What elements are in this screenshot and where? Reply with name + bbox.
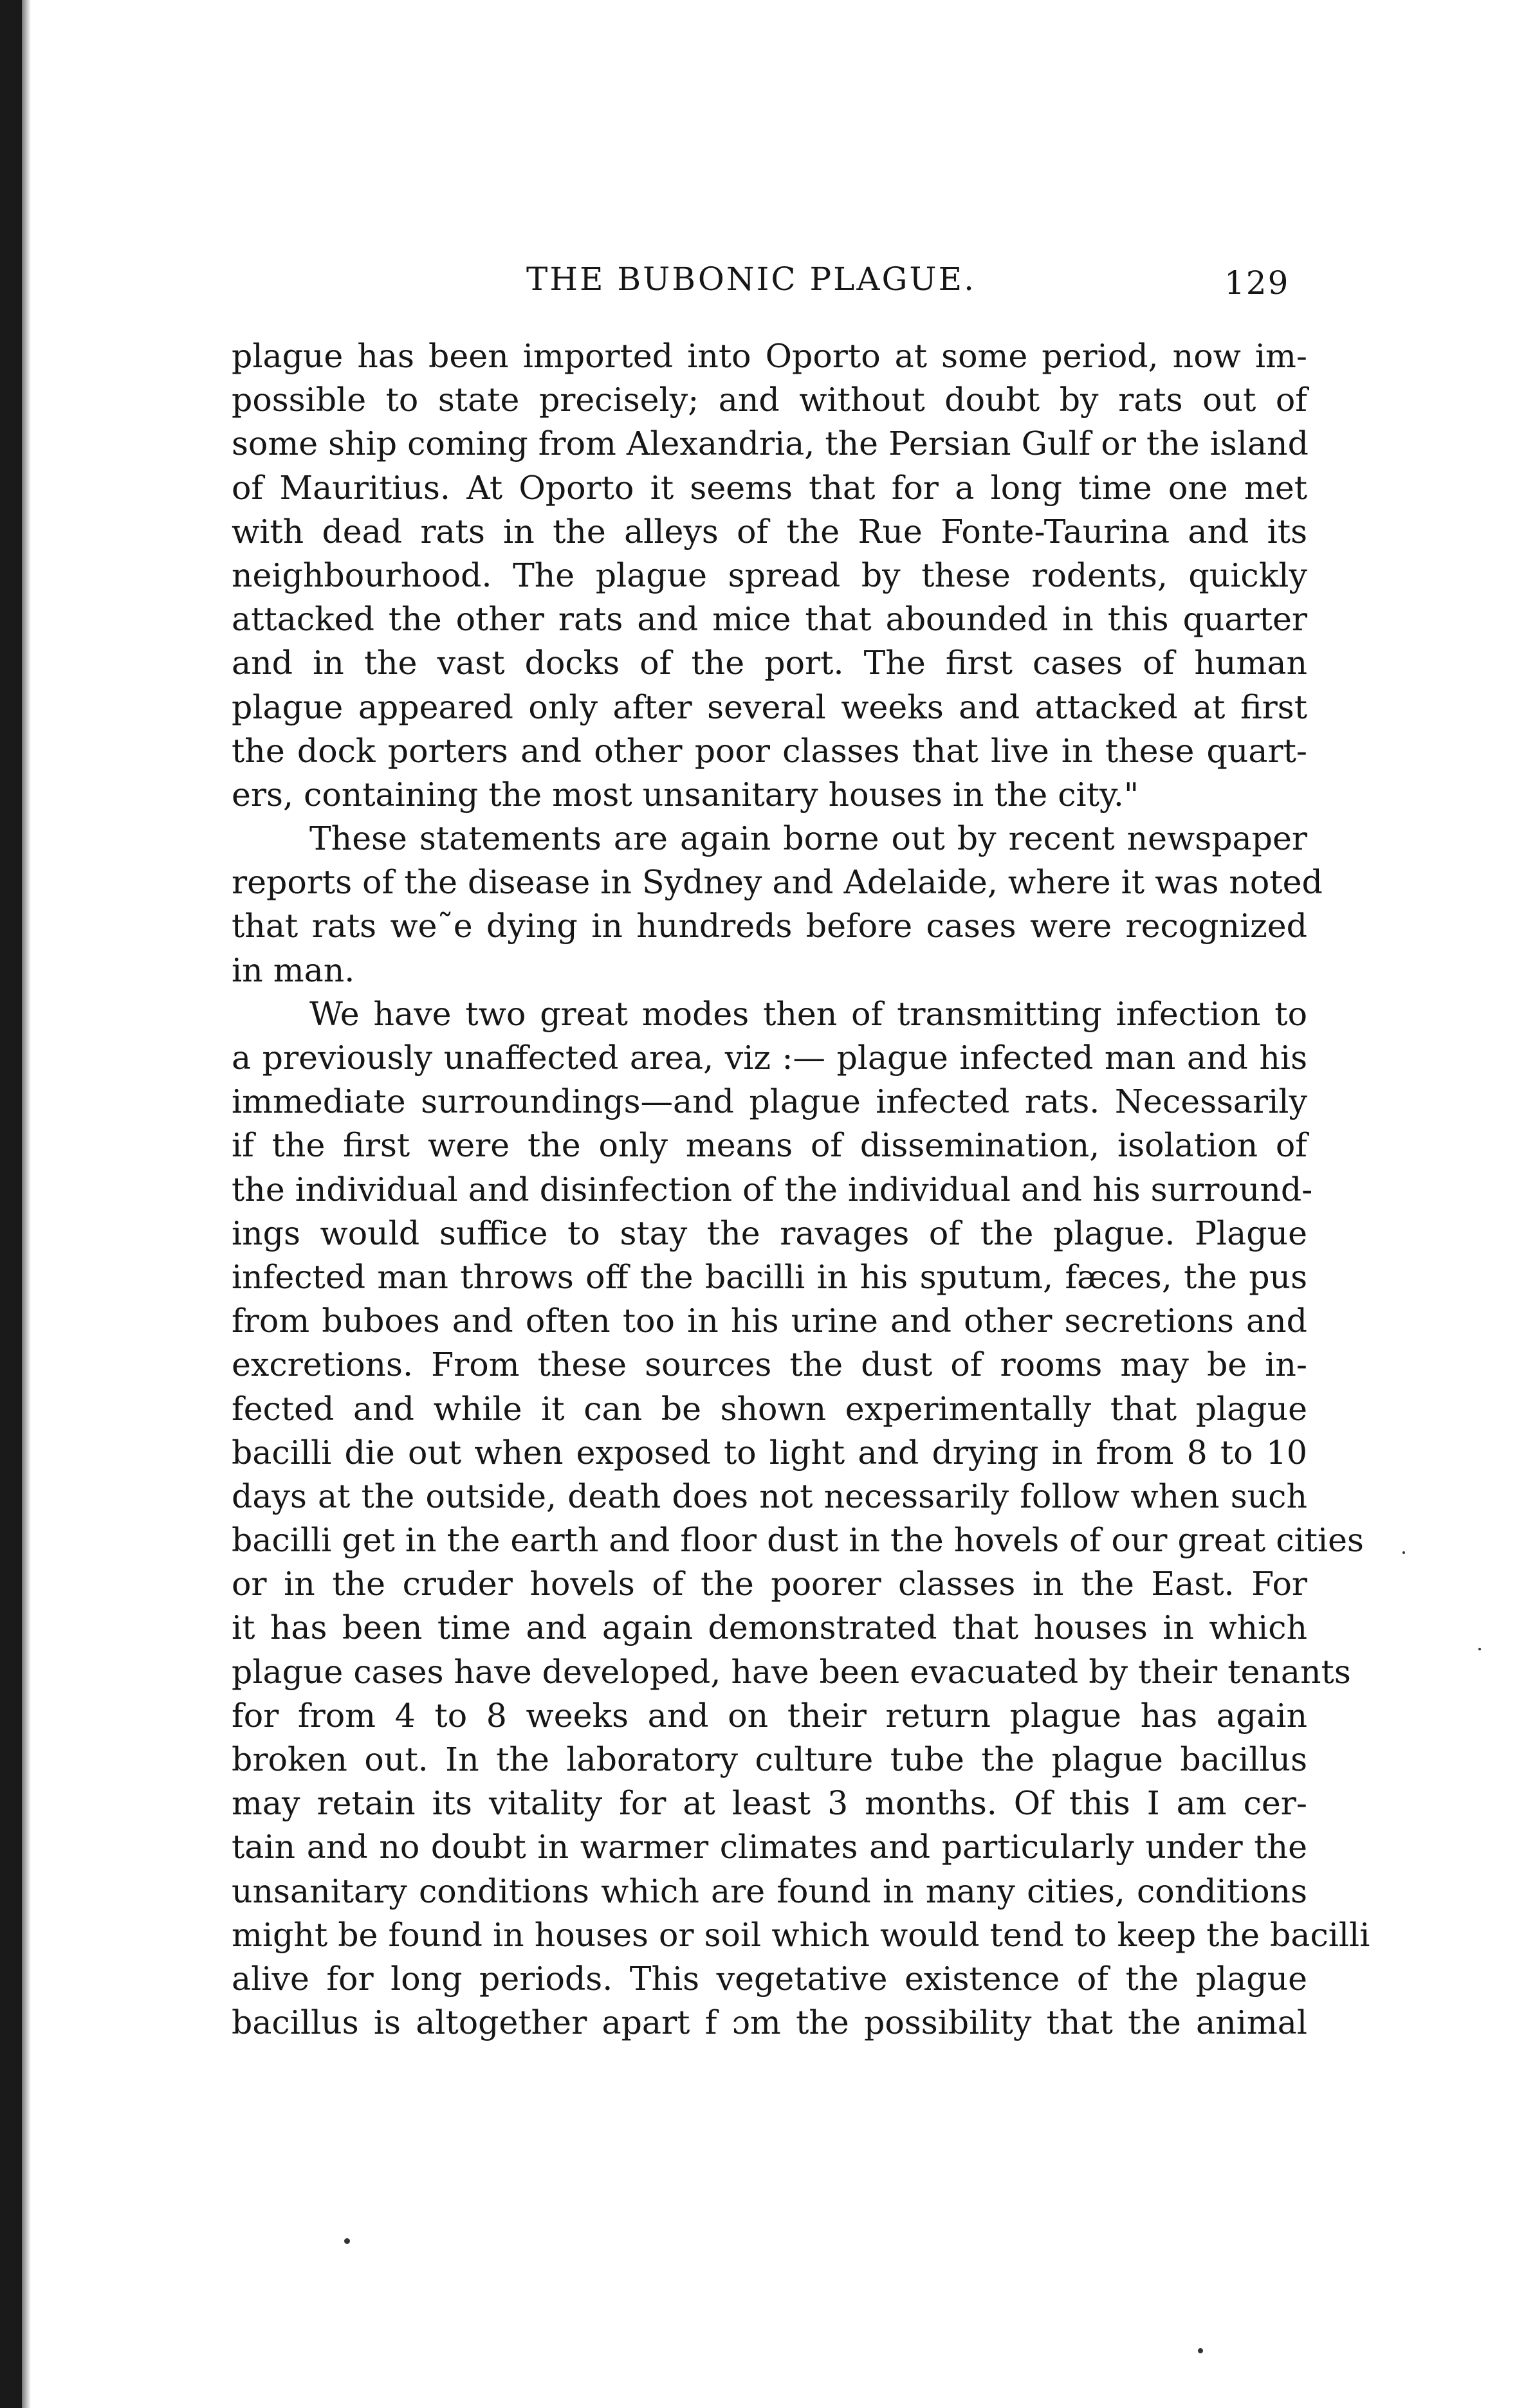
text-line: reports of the disease in Sydney and Adelaide, where it was noted <box>232 863 1323 902</box>
text-line: some ship coming from Alexandria, the Persian Gulf or the island <box>232 424 1309 463</box>
text-line: a previously unaffected area, viz :— plague infected man and his <box>232 1039 1307 1077</box>
text-line: of Mauritius. At Oporto it seems that for a long time one met <box>232 468 1307 507</box>
text-line: for from 4 to 8 weeks and on their return plague has again <box>232 1696 1307 1735</box>
text-line: bacillus is altogether apart f ɔm the possibility that the animal <box>232 2003 1307 2042</box>
text-line: plague cases have developed, have been evacuated by their tenants <box>232 1652 1351 1691</box>
scan-speck <box>344 2238 350 2244</box>
text-line: ers, containing the most unsanitary houses in the city." <box>232 775 1139 814</box>
text-line: tain and no doubt in warmer climates and particularly under the <box>232 1828 1307 1866</box>
text-line: the individual and disinfection of the individual and his surround- <box>232 1170 1313 1209</box>
text-line: plague has been imported into Oporto at some period, now im- <box>232 337 1307 375</box>
text-line: might be found in houses or soil which would tend to keep the bacilli <box>232 1915 1370 1954</box>
text-line: plague appeared only after several weeks and attacked at first <box>232 688 1307 726</box>
text-line: fected and while it can be shown experimentally that plague <box>232 1389 1307 1428</box>
text-line: or in the cruder hovels of the poorer classes in the East. For <box>232 1565 1307 1603</box>
text-line: if the first were the only means of dissemination, isolation of <box>232 1126 1307 1165</box>
text-line: and in the vast docks of the port. The first cases of human <box>232 644 1307 682</box>
text-line: with dead rats in the alleys of the Rue Fonte-Taurina and its <box>232 512 1307 551</box>
scan-speck <box>1402 1551 1405 1554</box>
text-line: days at the outside, death does not necessarily follow when such <box>232 1477 1307 1515</box>
text-line: unsanitary conditions which are found in many cities, conditions <box>232 1872 1307 1910</box>
paragraph-start-line: These statements are again borne out by recent newspaper <box>309 819 1307 858</box>
text-line: may retain its vitality for at least 3 months. Of this I am cer- <box>232 1784 1307 1823</box>
paragraph-start-line: We have two great modes then of transmitting infection to <box>309 994 1307 1033</box>
text-line: that rats we˜e dying in hundreds before cases were recognized <box>232 907 1307 945</box>
text-line: immediate surroundings—and plague infected rats. Necessarily <box>232 1082 1307 1121</box>
text-line: it has been time and again demonstrated that houses in which <box>232 1609 1307 1647</box>
text-line: attacked the other rats and mice that abounded in this quarter <box>232 600 1307 639</box>
text-line: the dock porters and other poor classes that live in these quart- <box>232 731 1307 770</box>
text-line: possible to state precisely; and without doubt by rats out of <box>232 381 1307 419</box>
text-line: bacilli get in the earth and floor dust in the hovels of our great cities <box>232 1521 1364 1560</box>
text-line: broken out. In the laboratory culture tube the plague bacillus <box>232 1740 1307 1778</box>
text-line: bacilli die out when exposed to light and drying in from 8 to 10 <box>232 1433 1307 1472</box>
scan-speck <box>1478 1648 1481 1650</box>
running-head: THE BUBONIC PLAGUE. <box>526 260 976 298</box>
scan-binding-edge <box>0 0 22 2408</box>
text-line: alive for long periods. This vegetative existence of the plague <box>232 1959 1307 1998</box>
text-line: neighbourhood. The plague spread by these rodents, quickly <box>232 556 1307 594</box>
page-number: 129 <box>1224 264 1290 302</box>
text-line: infected man throws off the bacilli in his sputum, fæces, the pus <box>232 1257 1307 1296</box>
text-line: in man. <box>232 951 355 989</box>
text-line: from buboes and often too in his urine and other secretions and <box>232 1302 1307 1340</box>
text-line: ings would suffice to stay the ravages of the plague. Plague <box>232 1214 1307 1252</box>
scan-speck <box>1198 2348 1203 2353</box>
body-text <box>232 334 1370 2045</box>
text-line: excretions. From these sources the dust of rooms may be in- <box>232 1345 1307 1384</box>
